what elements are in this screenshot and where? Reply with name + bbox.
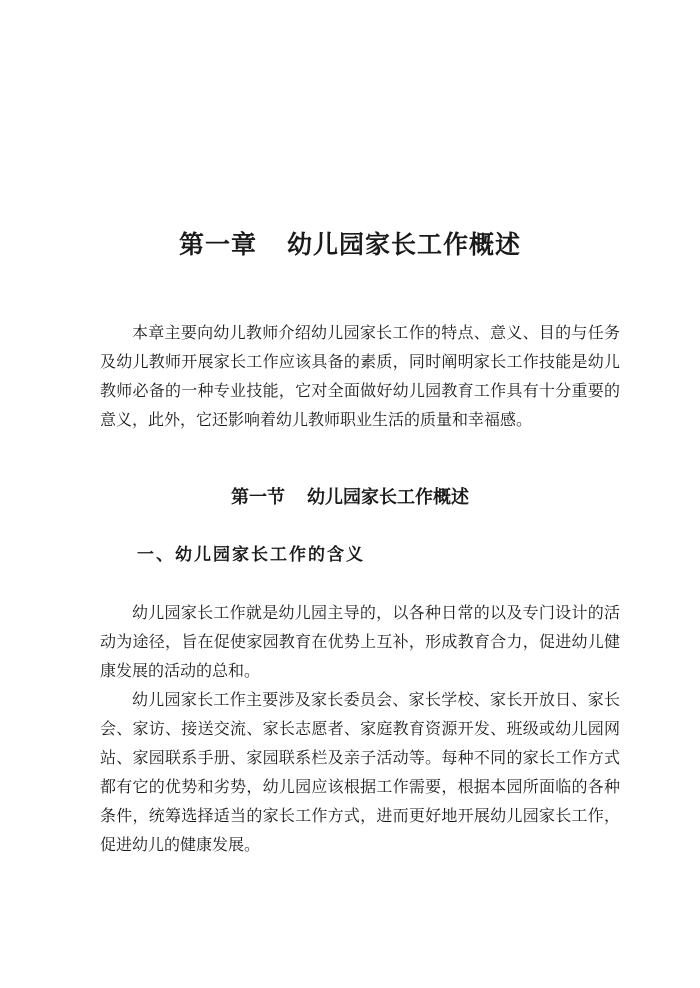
section-heading <box>0 483 700 509</box>
body-text <box>100 598 620 859</box>
chapter-title: 幼儿园家长工作概述 <box>287 230 522 259</box>
chapter-heading <box>0 225 700 261</box>
paragraph-methods: 幼儿园家长工作主要涉及家长委员会、家长学校、家长开放日、家长会、家访、接送交流、家长志愿者、家庭教育资源开发、班级或幼儿园网站、家园联系手册、家园联系栏及亲子活动等。每种不同的家长工作方式都有它的优势和劣势，幼儿园应该根据工作需要，根据本园所面临的各种条件，统筹选择适当的家长工作方式，进而更好地开展幼儿园家长工作，促进幼儿的健康发展。 <box>100 690 620 854</box>
section-number: 第一节 <box>231 487 285 508</box>
paragraph-definition: 幼儿园家长工作就是幼儿园主导的，以各种日常的以及专门设计的活动为途径，旨在促使家园教育在优势上互补，形成教育合力，促进幼儿健康发展的活动的总和。 <box>100 603 620 680</box>
chapter-intro: 本章主要向幼儿教师介绍幼儿园家长工作的特点、意义、目的与任务及幼儿教师开展家长工作应该具备的素质，同时阐明家长工作技能是幼儿教师必备的一种专业技能，它对全面做好幼儿园教育工作具有十分重要的意义，此外，它还影响着幼儿教师职业生活的质量和幸福感。 <box>100 323 620 429</box>
chapter-number: 第一章 <box>178 230 257 259</box>
subsection-heading: 一、幼儿园家长工作的含义 <box>137 545 365 565</box>
section-title: 幼儿园家长工作概述 <box>307 487 469 508</box>
